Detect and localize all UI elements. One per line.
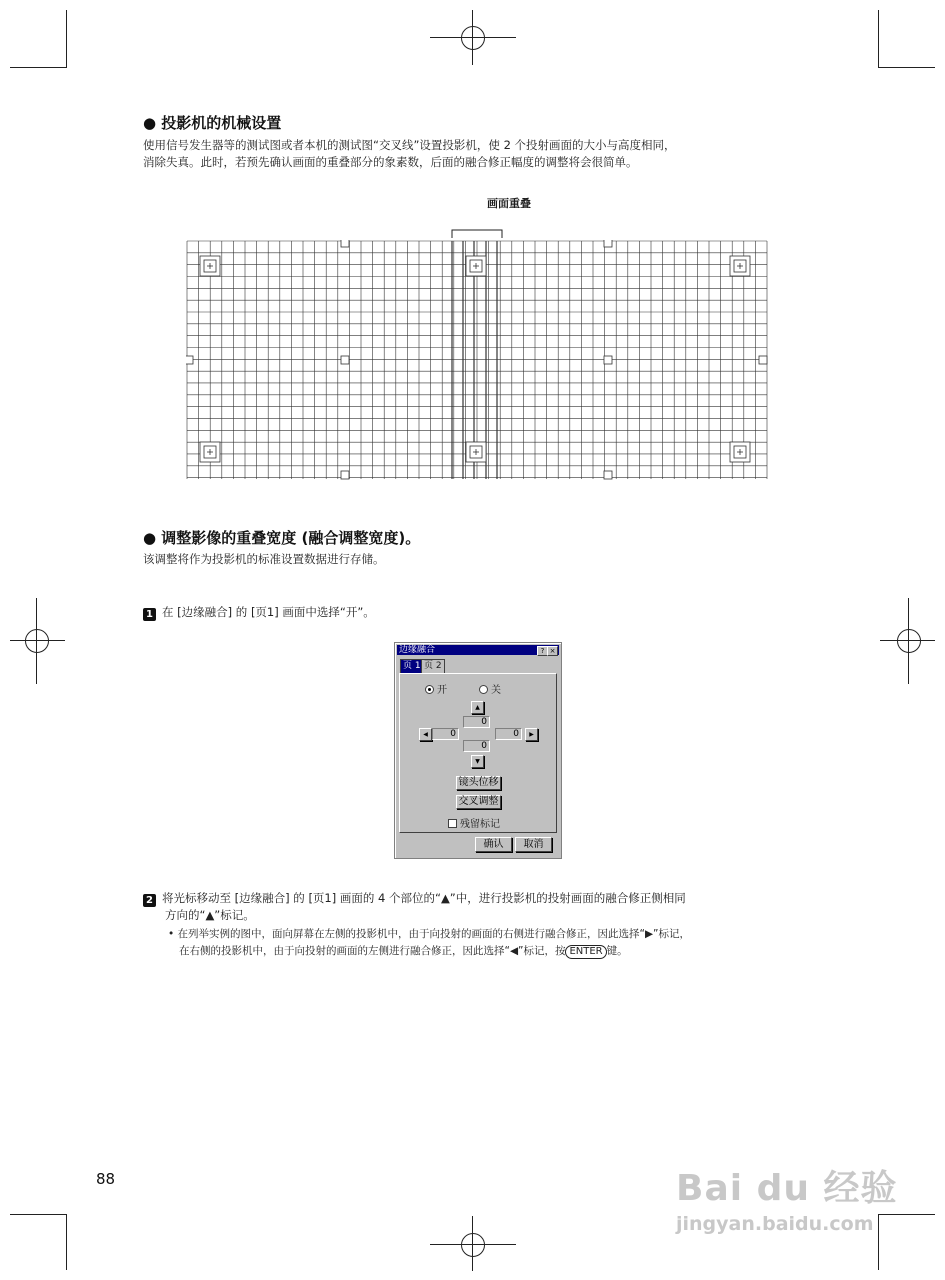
step1: [143, 604, 375, 621]
keep-marker-checkbox[interactable]: [448, 815, 500, 830]
dialog-title: 边缘融合: [399, 645, 436, 655]
cross-adjust-button[interactable]: 交叉调整: [456, 795, 501, 809]
radio-on-indicator[interactable]: [425, 685, 434, 694]
step1-number: 1: [143, 608, 156, 621]
section-heading-overlap-width: ● 调整影像的重叠宽度 (融合调整宽度)。: [143, 529, 421, 547]
right-arrow-button[interactable]: ▶: [525, 728, 538, 741]
dialog-titlebar: [397, 645, 559, 655]
radio-off-indicator[interactable]: [479, 685, 488, 694]
edge-blending-dialog: [394, 642, 562, 859]
top-value-field[interactable]: 0: [463, 716, 490, 728]
small-marker: [341, 240, 349, 247]
small-marker: [604, 471, 612, 479]
step2-line1: [143, 890, 686, 907]
small-marker: [759, 356, 767, 364]
left-value-field[interactable]: 0: [432, 728, 459, 740]
section-heading-mechanical-setup: ● 投影机的机械设置: [143, 114, 282, 132]
step2-bullet-line1: • 在列举实例的图中，面向屏幕在左侧的投影机中，由于向投射的画面的右侧进行融合修正，因此选择“▶”标记，: [168, 928, 690, 940]
overlap-bracket: [440, 222, 520, 242]
up-arrow-button[interactable]: ▲: [471, 701, 484, 714]
small-marker: [341, 356, 349, 364]
close-icon[interactable]: ×: [547, 646, 558, 656]
tab-page2[interactable]: 页 2: [421, 659, 445, 673]
watermark-logo: Bai du 经验: [676, 1168, 898, 1209]
tab-page1[interactable]: 页 1: [400, 659, 424, 673]
down-arrow-button[interactable]: ▼: [471, 755, 484, 768]
small-marker: [604, 356, 612, 364]
small-marker: [341, 471, 349, 479]
enter-key-icon: ENTER: [565, 945, 606, 959]
page1-panel: [399, 673, 557, 833]
section1-paragraph-line1: 使用信号发生器等的测试图或者本机的测试图“交叉线”设置投影机，使 2 个投射画面的大小与高度相同，: [143, 138, 676, 152]
bottom-value-field[interactable]: 0: [463, 740, 490, 752]
step2-bullet-line2-post: 键。: [606, 945, 628, 957]
step2-line2: 方向的“▲”标记。: [165, 908, 255, 922]
radio-off[interactable]: [479, 681, 501, 696]
right-value-field[interactable]: 0: [495, 728, 522, 740]
radio-on[interactable]: [425, 681, 447, 696]
lens-shift-button[interactable]: 镜头位移: [456, 776, 501, 790]
step2-number: 2: [143, 894, 156, 907]
step1-text: 在 [边缘融合] 的 [页1] 画面中选择“开”。: [162, 605, 375, 619]
radio-on-label: 开: [437, 685, 447, 696]
help-icon[interactable]: ?: [537, 646, 548, 656]
step2-bullet-line2: [179, 943, 628, 959]
radio-off-label: 关: [491, 685, 501, 696]
cancel-button[interactable]: 取消: [515, 837, 552, 852]
left-arrow-button[interactable]: ◀: [419, 728, 432, 741]
ok-button[interactable]: 确认: [475, 837, 512, 852]
section1-paragraph-line2: 消除失真。此时，若预先确认画面的重叠部分的象素数，后面的融合修正幅度的调整将会很简单。: [143, 155, 638, 169]
small-marker: [186, 356, 193, 364]
section2-paragraph: 该调整将作为投影机的标准设置数据进行存储。: [143, 552, 385, 566]
step2-text-line1: 将光标移动至 [边缘融合] 的 [页1] 画面的 4 个部位的“▲”中，进行投影机的投射画面的融合修正侧相同: [162, 891, 686, 905]
watermark-url: jingyan.baidu.com: [676, 1213, 874, 1235]
crosshatch-test-pattern: [186, 240, 768, 480]
small-marker: [604, 240, 612, 247]
page-number: 88: [96, 1170, 116, 1188]
keep-marker-label: 残留标记: [460, 819, 500, 830]
step2-bullet-line2-pre: 在右侧的投影机中，由于向投射的画面的左侧进行融合修正，因此选择“◀”标记，按: [179, 945, 566, 957]
overlap-label: 画面重叠: [487, 197, 531, 210]
keep-marker-box[interactable]: [448, 819, 457, 828]
